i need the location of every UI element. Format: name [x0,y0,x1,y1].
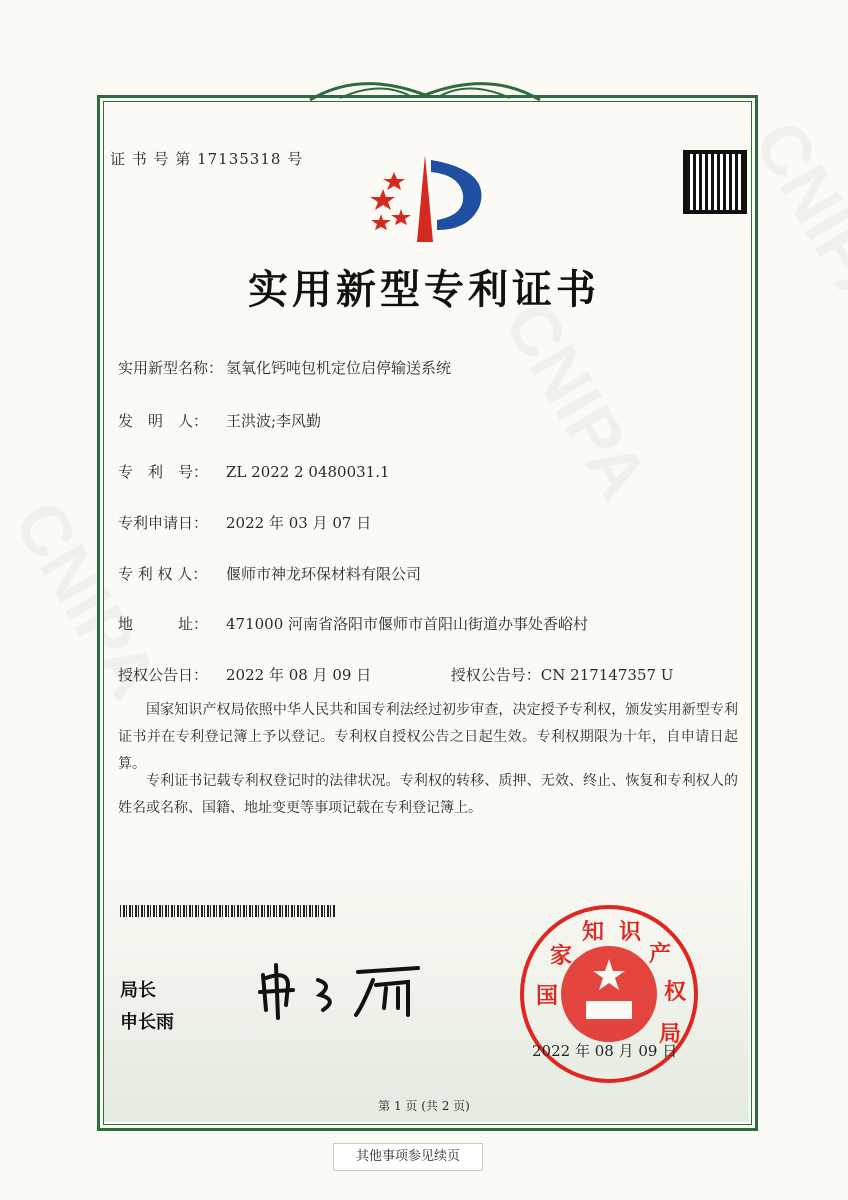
field-inventor: 发 明 人： 王洪波;李风勤 [118,412,322,430]
seal-text: 家 [550,943,573,969]
field-patent-number: 专 利 号： ZL 2022 2 0480031.1 [118,463,390,481]
signature [258,960,438,1020]
continued-note: 其他事项参见续页 [333,1143,483,1171]
paragraph: 专利证书记载专利权登记时的法律状况。专利权的转移、质押、无效、终止、恢复和专利权人的姓名或名称、国籍、地址变更等事项记载在专利登记簿上。 [118,773,738,816]
top-ornament [300,70,550,110]
paragraph: 国家知识产权局依照中华人民共和国专利法经过初步审查，决定授予专利权，颁发实用新型专利证书并在专利登记簿上予以登记。专利权自授权公告之日起生效。专利权期限为十年，自申请日起算。 [118,702,738,772]
signatory-name: 申长雨 [120,1012,174,1033]
page-indicator: 第 1 页 (共 2 页) [378,1099,470,1113]
field-name: 实用新型名称： 氢氧化钙吨包机定位启停输送系统 [118,359,452,377]
field-patentee: 专 利 权 人： 偃师市神龙环保材料有限公司 [118,565,422,583]
field-address: 地 址： 471000 河南省洛阳市偃师市首阳山街道办事处香峪村 [118,615,589,633]
seal-text: 知 [582,919,605,945]
signatory-role: 局长 [120,980,156,1001]
field-grant: 授权公告日： 2022 年 08 月 09 日 授权公告号：CN 217147357 U [118,666,674,684]
page-title: 实用新型专利证书 [248,266,600,313]
seal-text: 权 [664,979,687,1005]
qr-code [683,150,747,214]
cnipa-logo [365,150,490,245]
seal-text: 国 [536,983,559,1009]
seal-text: 局 [659,1021,682,1047]
seal-text: 识 [619,919,642,945]
seal-text: 产 [649,941,672,967]
seal-date: 2022 年 08 月 09 日 [532,1042,678,1060]
field-application-date: 专利申请日： 2022 年 03 月 07 日 [118,514,372,532]
barcode [120,905,335,917]
certificate-number: 证 书 号 第 17135318 号 [110,150,304,168]
